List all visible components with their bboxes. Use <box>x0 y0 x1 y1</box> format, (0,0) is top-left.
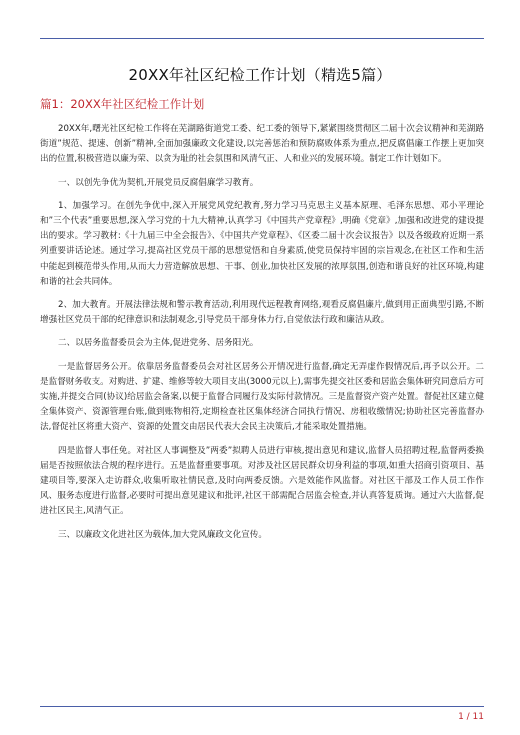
paragraph-heading-1: 一、以创先争优为契机,开展党员反腐倡廉学习教育。 <box>58 177 259 188</box>
document-title: 20XX年社区纪检工作计划（精选5篇） <box>128 66 392 84</box>
paragraph-study: 1、加强学习。在创先争优中,深入开展党风党纪教育,努力学习马克思主义基本原理、毛泽东思想、邓小平理论和”三个代表”重要思想,深入学习党的十九大精神,认真学习《中国共产党章程》,明确《党章》,加强和改进党的建设提出的要求。学习教材:《十九届三中全会报告》、《中国共产党章程》、《区委二届十次会议报告》以及各级政府近期一系列重要讲话论述。通过学习,提高社区党员干部的思想觉悟和自身素质,使党员保持牢固的宗旨观念,在社区工作和生活中能起到模范带头作用,从而大力营造解放思想、干事、创业,加快社区发展的浓厚氛围,创造和谐良好的社区环境,构建和谐的社会共同体。 <box>40 200 484 287</box>
document-body <box>40 122 484 551</box>
paragraph-heading-2: 二、以居务监督委员会为主体,促进党务、居务阳光。 <box>58 338 259 349</box>
footer-rule <box>40 706 484 707</box>
section-heading: 篇1：20XX年社区纪检工作计划 <box>40 97 205 111</box>
page-indicator: 1 / 11 <box>458 712 484 722</box>
paragraph-heading-3: 三、以廉政文化进社区为载体,加大党风廉政文化宣传。 <box>58 529 267 540</box>
paragraph-supervision-2: 四是监督人事任免。对社区人事调整及”两委”拟聘人员进行审核,提出意见和建议,监督人员招聘过程,监督两委换届是否按照依法合规的程序进行。五是监督重要事项。对涉及社区居民群众切身利益的事项,如重大招商引资项目、基建项目等,要深入走访群众,收集听取社情民意,及时向两委反馈。六是效能作风监督。对社区干部及工作人员工作作风、服务态度进行监督,必要时可提出意见建议和批评,社区干部需配合居监会检查,并认真答复质询。通过六大监督,促进社区民主,风清气正。 <box>40 445 484 517</box>
paragraph-education: 2、加大教育。开展法律法规和警示教育活动,利用现代远程教育网络,观看反腐倡廉片,做到用正面典型引路,不断增强社区党员干部的纪律意识和法制观念,引导党员干部身体力行,自觉依法行政和廉洁从政。 <box>40 300 484 326</box>
header-rule <box>40 38 484 39</box>
paragraph-intro: 20XX年,曙光社区纪检工作将在芜湖路街道党工委、纪工委的领导下,紧紧围绕贯彻区二届十次会议精神和芜湖路街道”规范、提速、创新”精神,全面加强廉政文化建设,以完善惩治和预防腐败体系为重点,把反腐倡廉工作摆上更加突出的位置,积极营造以廉为荣、以贪为耻的社会氛围和风清气正、人和业兴的发展环境。制定工作计划如下。 <box>40 124 484 165</box>
paragraph-supervision-1: 一是监督居务公开。依靠居务监督委员会对社区居务公开情况进行监督,确定无弄虚作假情况后,再予以公开。二是监督财务收支。对购进、扩建、维修等较大项目支出(3000元以上),需事先提交社区委和居监会集体研究同意后方可实施,并提交合同(协议)给居监会备案,以便于监督合同履行及实际付款情况。三是监督资产资产处置。督促社区建立健全集体资产、资源管理台账,做到账物相符,定期检查社区集体经济合同执行情况、房租收缴情况;协助社区完善监督办法,督促社区将重大资产、资源的处置交由居民代表大会民主决策后,才能采取处置措施。 <box>40 361 484 433</box>
